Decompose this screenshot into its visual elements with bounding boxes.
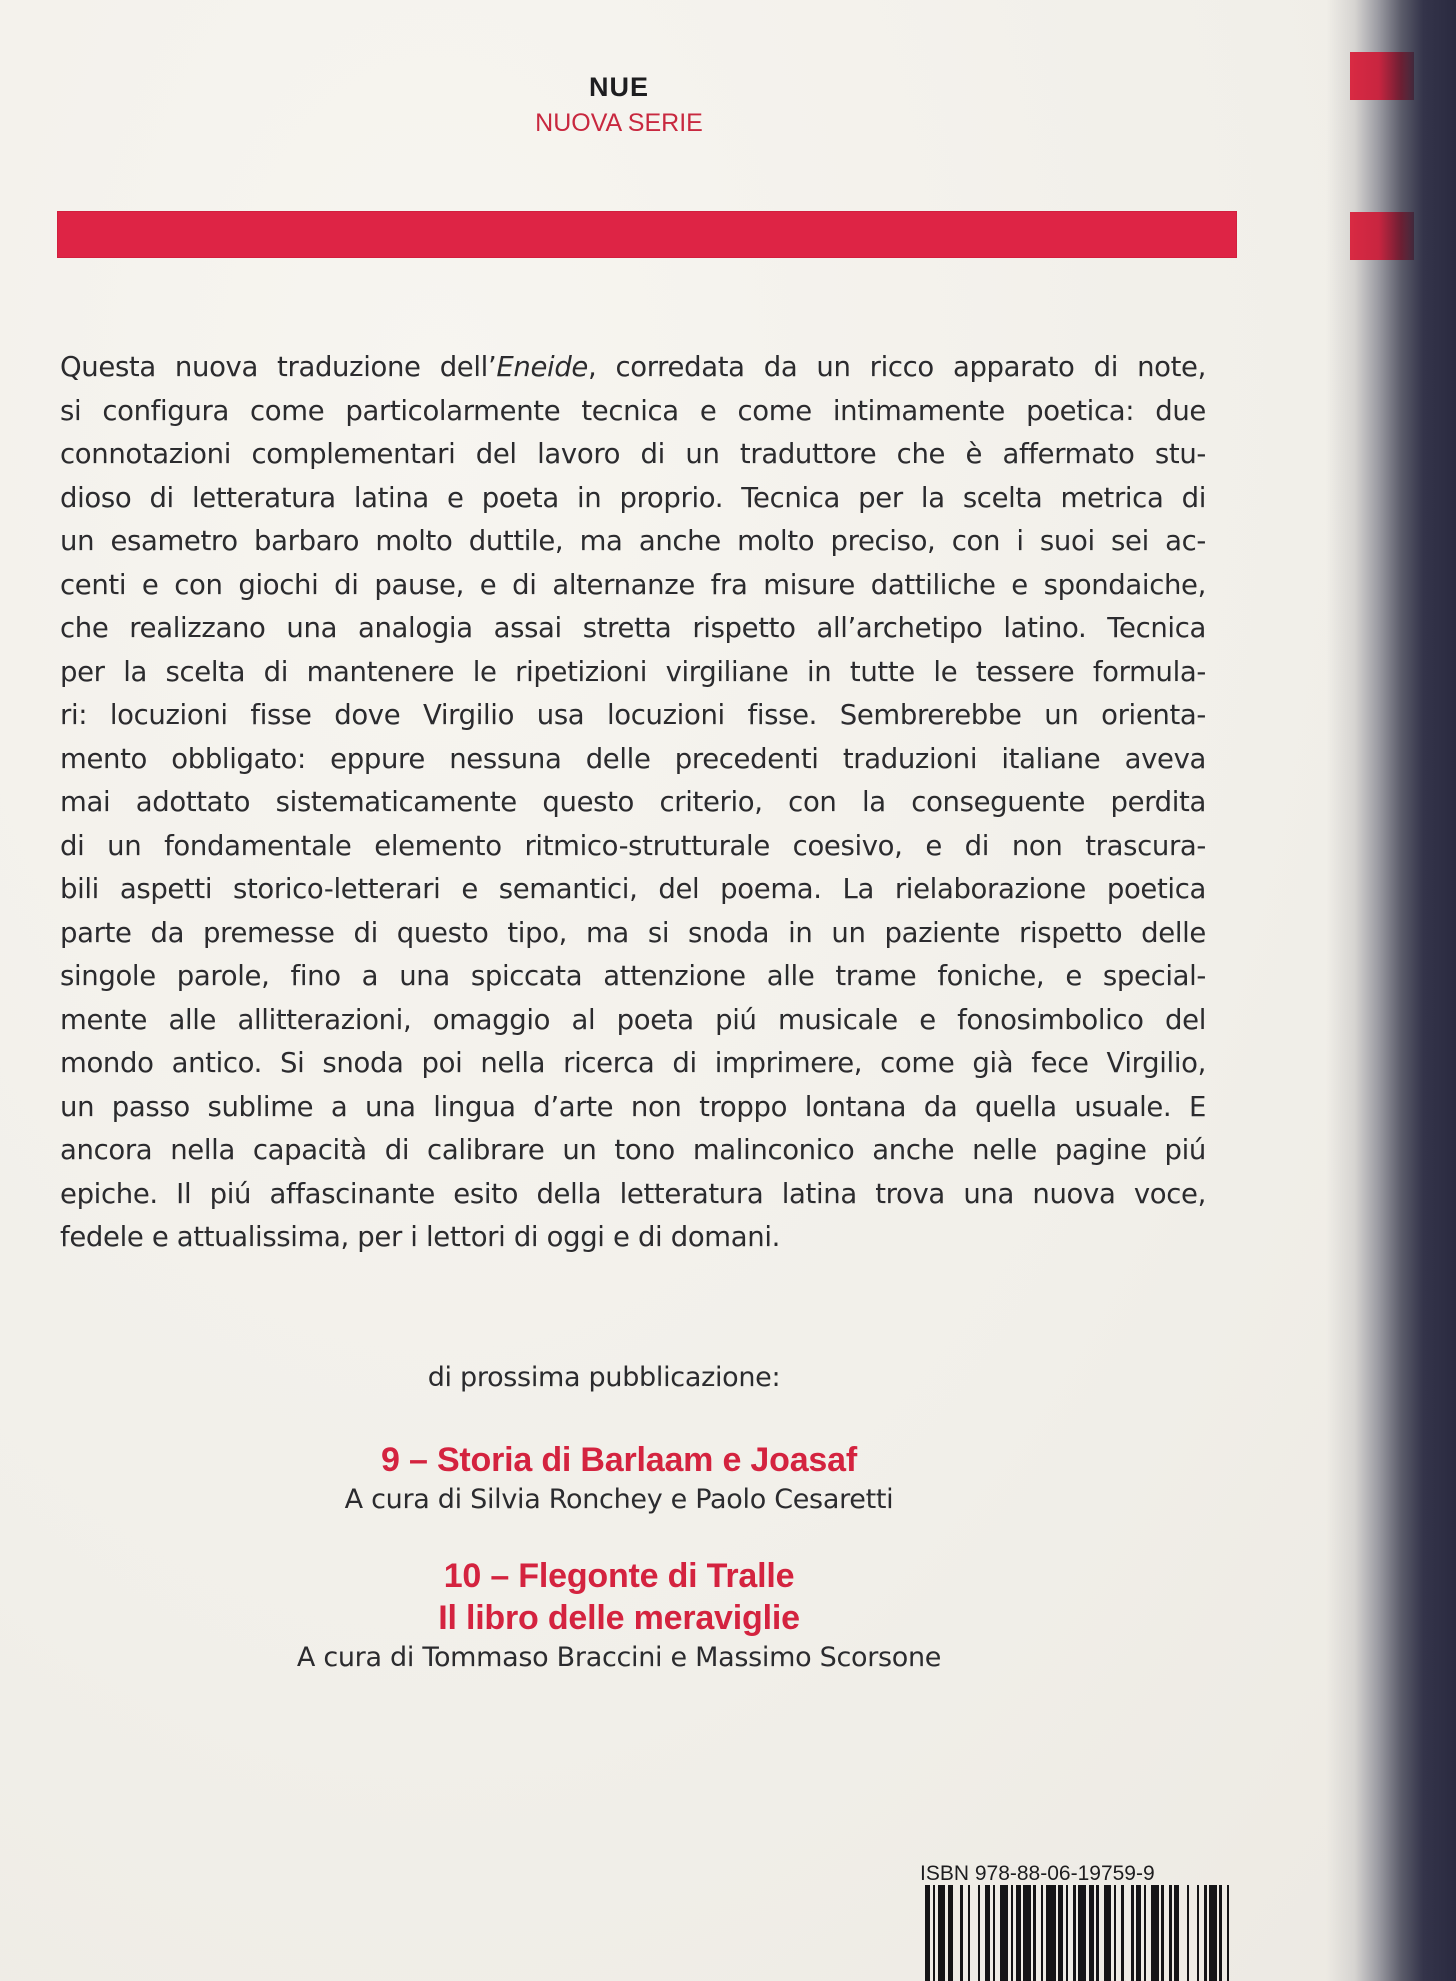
spine-red-mark (1350, 52, 1414, 100)
series-header (0, 70, 1238, 140)
blurb-line: di un fondamentale elemento ritmico-strutturale coesivo, e di non trascura- (60, 829, 1206, 862)
barcode (925, 1885, 1235, 1981)
blurb-text: Questa nuova traduzione dell’ (60, 351, 497, 383)
blurb-line: centi e con giochi di pause, e di alternanze fra misure dattiliche e spondaiche, (60, 568, 1206, 601)
barcode-bar (1104, 1885, 1112, 1981)
blurb-line: parte da premesse di questo tipo, ma si snoda in un paziente rispetto delle (60, 916, 1206, 949)
series-name: NUE (588, 72, 649, 102)
blurb-line: mai adottato sistematicamente questo criterio, con la conseguente perdita (60, 786, 1206, 818)
upcoming-book (0, 1555, 1238, 1677)
isbn-number: ISBN 978-88-06-19759-9 (920, 1862, 1155, 1885)
blurb-line: singole parole, fino a una spiccata attenzione alle trame foniche, e special- (60, 960, 1206, 992)
book-editors: A cura di Tommaso Braccini e Massimo Scorsone (296, 1642, 942, 1673)
barcode-space (1179, 1885, 1187, 1981)
upcoming-publications (0, 1362, 1238, 1677)
barcode-bar (1078, 1885, 1086, 1981)
blurb-line: per la scelta di mantenere le ripetizioni virgiliane in tutte le tessere formula- (60, 655, 1206, 688)
blurb-paragraph (60, 346, 1206, 1260)
blurb-line: un passo sublime a una lingua d’arte non troppo lontana da quella usuale. E (60, 1090, 1206, 1123)
upcoming-label: di prossima pubblicazione: (427, 1362, 781, 1393)
barcode-bar (1000, 1885, 1008, 1981)
barcode-space (1229, 1885, 1234, 1981)
blurb-line: si configura come particolarmente tecnica e come intimamente poetica: due (60, 394, 1206, 427)
series-subtitle: NUOVA SERIE (535, 109, 703, 137)
blurb-line: connotazioni complementari del lavoro di un traduttore che è affermato stu- (60, 438, 1206, 470)
barcode-space (1189, 1885, 1197, 1981)
book-title: 9 – Storia di Barlaam e Joasaf (381, 1441, 857, 1479)
blurb-line: mento obbligato: eppure nessuna delle precedenti traduzioni italiane aveva (60, 742, 1206, 775)
work-title-italic: Eneide (496, 351, 588, 383)
blurb-line (60, 346, 1206, 390)
blurb-line: che realizzano una analogia assai stretta rispetto all’archetipo latino. Tecnica (60, 612, 1206, 644)
barcode-bar (1046, 1885, 1056, 1981)
book-spine (1326, 0, 1456, 1981)
blurb-line: mente alle allitterazioni, omaggio al poeta piú musicale e fonosimbolico del (60, 1003, 1206, 1036)
blurb-line: epiche. Il piú affascinante esito della letteratura latina trova una nuova voce, (60, 1177, 1206, 1210)
barcode-bar (1151, 1885, 1159, 1981)
barcode-space (1124, 1885, 1132, 1981)
barcode-bar (1209, 1885, 1217, 1981)
blurb-line: ri: locuzioni fisse dove Virgilio usa locuzioni fisse. Sembrerebbe un orienta- (60, 699, 1206, 731)
blurb-line: bili aspetti storico-letterari e semantici, del poema. La rielaborazione poetica (60, 873, 1206, 905)
blurb-line: un esametro barbaro molto duttile, ma anche molto preciso, con i suoi sei ac- (60, 525, 1206, 557)
blurb-text: , corredata da un ricco apparato di note, (588, 351, 1207, 383)
blurb-line: dioso di letteratura latina e poeta in proprio. Tecnica per la scelta metrica di (60, 481, 1206, 514)
isbn-block (920, 1862, 1240, 1886)
spine-red-mark (1350, 212, 1414, 260)
barcode-space (953, 1885, 961, 1981)
barcode-bar (1023, 1885, 1031, 1981)
book-title: 10 – Flegonte di Tralle (443, 1557, 795, 1595)
blurb-line: fedele e attualissima, per i lettori di oggi e di domani. (60, 1221, 781, 1253)
barcode-space (970, 1885, 978, 1981)
upcoming-book (0, 1439, 1238, 1519)
blurb-line: mondo antico. Si snoda poi nella ricerca di imprimere, come già fece Virgilio, (60, 1047, 1206, 1079)
blurb-line: ancora nella capacità di calibrare un tono malinconico anche nelle pagine piú (60, 1134, 1206, 1166)
book-editors: A cura di Silvia Ronchey e Paolo Cesaretti (344, 1484, 894, 1515)
book-subtitle: Il libro delle meraviglie (438, 1599, 800, 1637)
barcode-bar (938, 1885, 946, 1981)
red-divider-band (57, 211, 1237, 258)
